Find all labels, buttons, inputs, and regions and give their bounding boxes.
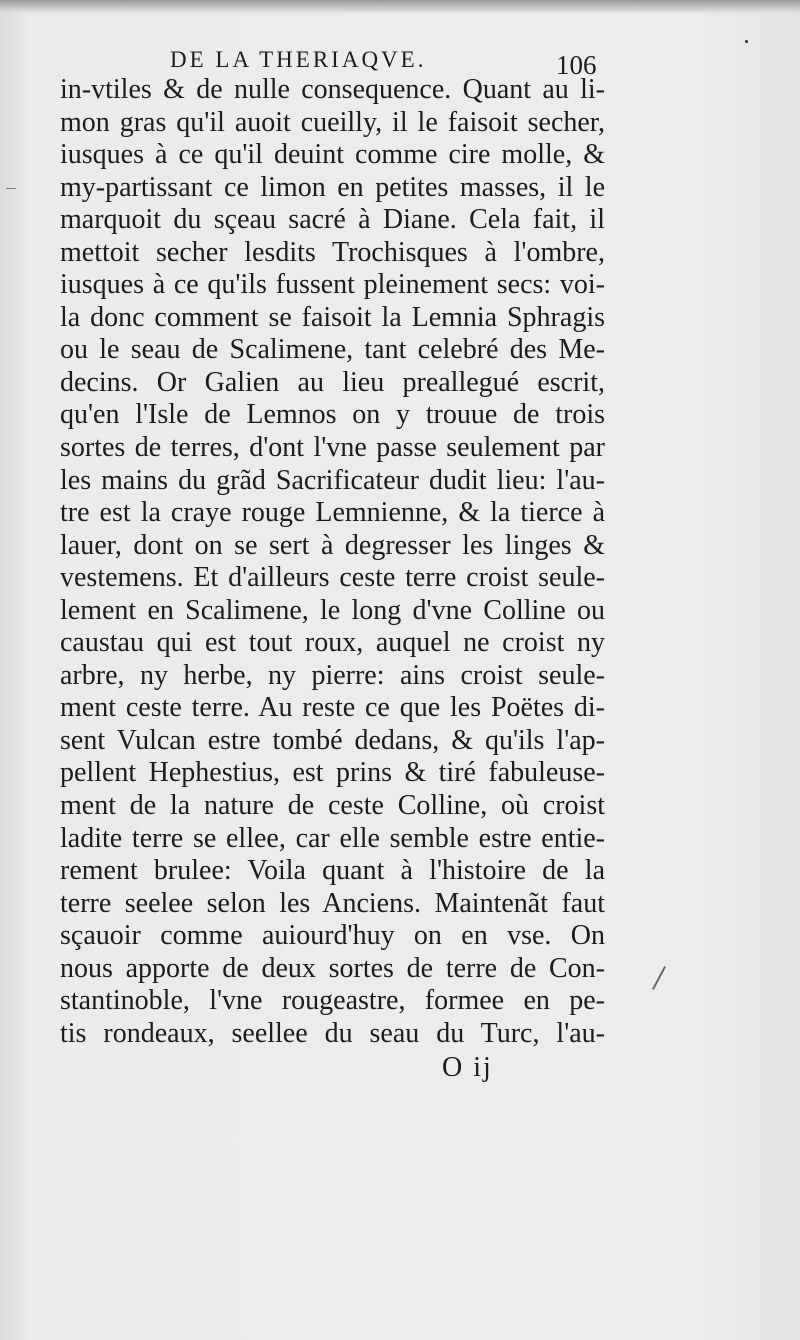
text-line: stantinoble, l'vne rougeastre, formee en pe- [60,985,605,1017]
text-line: caustau qui est tout roux, auquel ne croist ny [60,627,605,659]
text-line: in-vtiles & de nulle consequence. Quant au li- [60,74,605,105]
text-line: pellent Hephestius, est prins & tiré fabuleuse- [60,757,605,789]
margin-scratch [652,966,666,990]
text-line: marquoit du sçeau sacré à Diane. Cela fait, il [60,204,605,236]
signature-mark: O ij [442,1052,493,1083]
text-line: decins. Or Galien au lieu preallegué escrit, [60,366,605,398]
text-line: ou le seau de Scalimene, tant celebré des Me- [60,334,605,366]
text-line: tre est la craye rouge Lemnienne, & la tierce à [60,497,605,529]
page-top-edge-shadow [0,0,800,14]
text-line: vestemens. Et d'ailleurs ceste terre croist seule- [60,562,605,594]
text-line: ladite terre se ellee, car elle semble estre entie- [60,822,605,854]
text-line: ment de la nature de ceste Colline, où croist [60,790,605,822]
text-line: nous apporte de deux sortes de terre de Con- [60,952,605,984]
text-line: sent Vulcan estre tombé dedans, & qu'ils l'ap- [60,724,605,756]
text-line: mettoit secher lesdits Trochisques à l'ombre, [60,236,605,268]
text-line: qu'en l'Isle de Lemnos on y trouue de trois [60,399,605,431]
body-text [60,74,605,1050]
text-line: terre seelee selon les Anciens. Maintenãt faut [60,887,605,919]
running-head: DE LA THERIAQVE. [170,47,427,72]
text-line: lauer, dont on se sert à degresser les linges & [60,529,605,561]
ink-speck [745,40,748,43]
text-line: ment ceste terre. Au reste ce que les Poëtes di- [60,692,605,724]
text-line: rement brulee: Voila quant à l'histoire de la [60,855,605,887]
text-line: my-partissant ce limon en petites masses, il le [60,171,605,203]
text-line: iusques à ce qu'ils fussent pleinement secs: voi- [60,269,605,301]
margin-dash [6,188,16,189]
text-line: sortes de terres, d'ont l'vne passe seulement par [60,432,605,464]
text-line: tis rondeaux, seellee du seau du Turc, l'au- [60,1017,605,1049]
text-line: lement en Scalimene, le long d'vne Colline ou [60,594,605,626]
text-line: sçauoir comme auiourd'huy on en vse. On [60,920,605,952]
text-line: mon gras qu'il auoit cueilly, il le faisoit secher, [60,106,605,138]
text-line: iusques à ce qu'il deuint comme cire molle, & [60,139,605,171]
text-line: les mains du grãd Sacrificateur dudit lieu: l'au- [60,464,605,496]
text-line: arbre, ny herbe, ny pierre: ains croist seule- [60,659,605,691]
page-number: 106 [556,50,597,80]
text-line: la donc comment se faisoit la Lemnia Sphragis [60,301,605,333]
